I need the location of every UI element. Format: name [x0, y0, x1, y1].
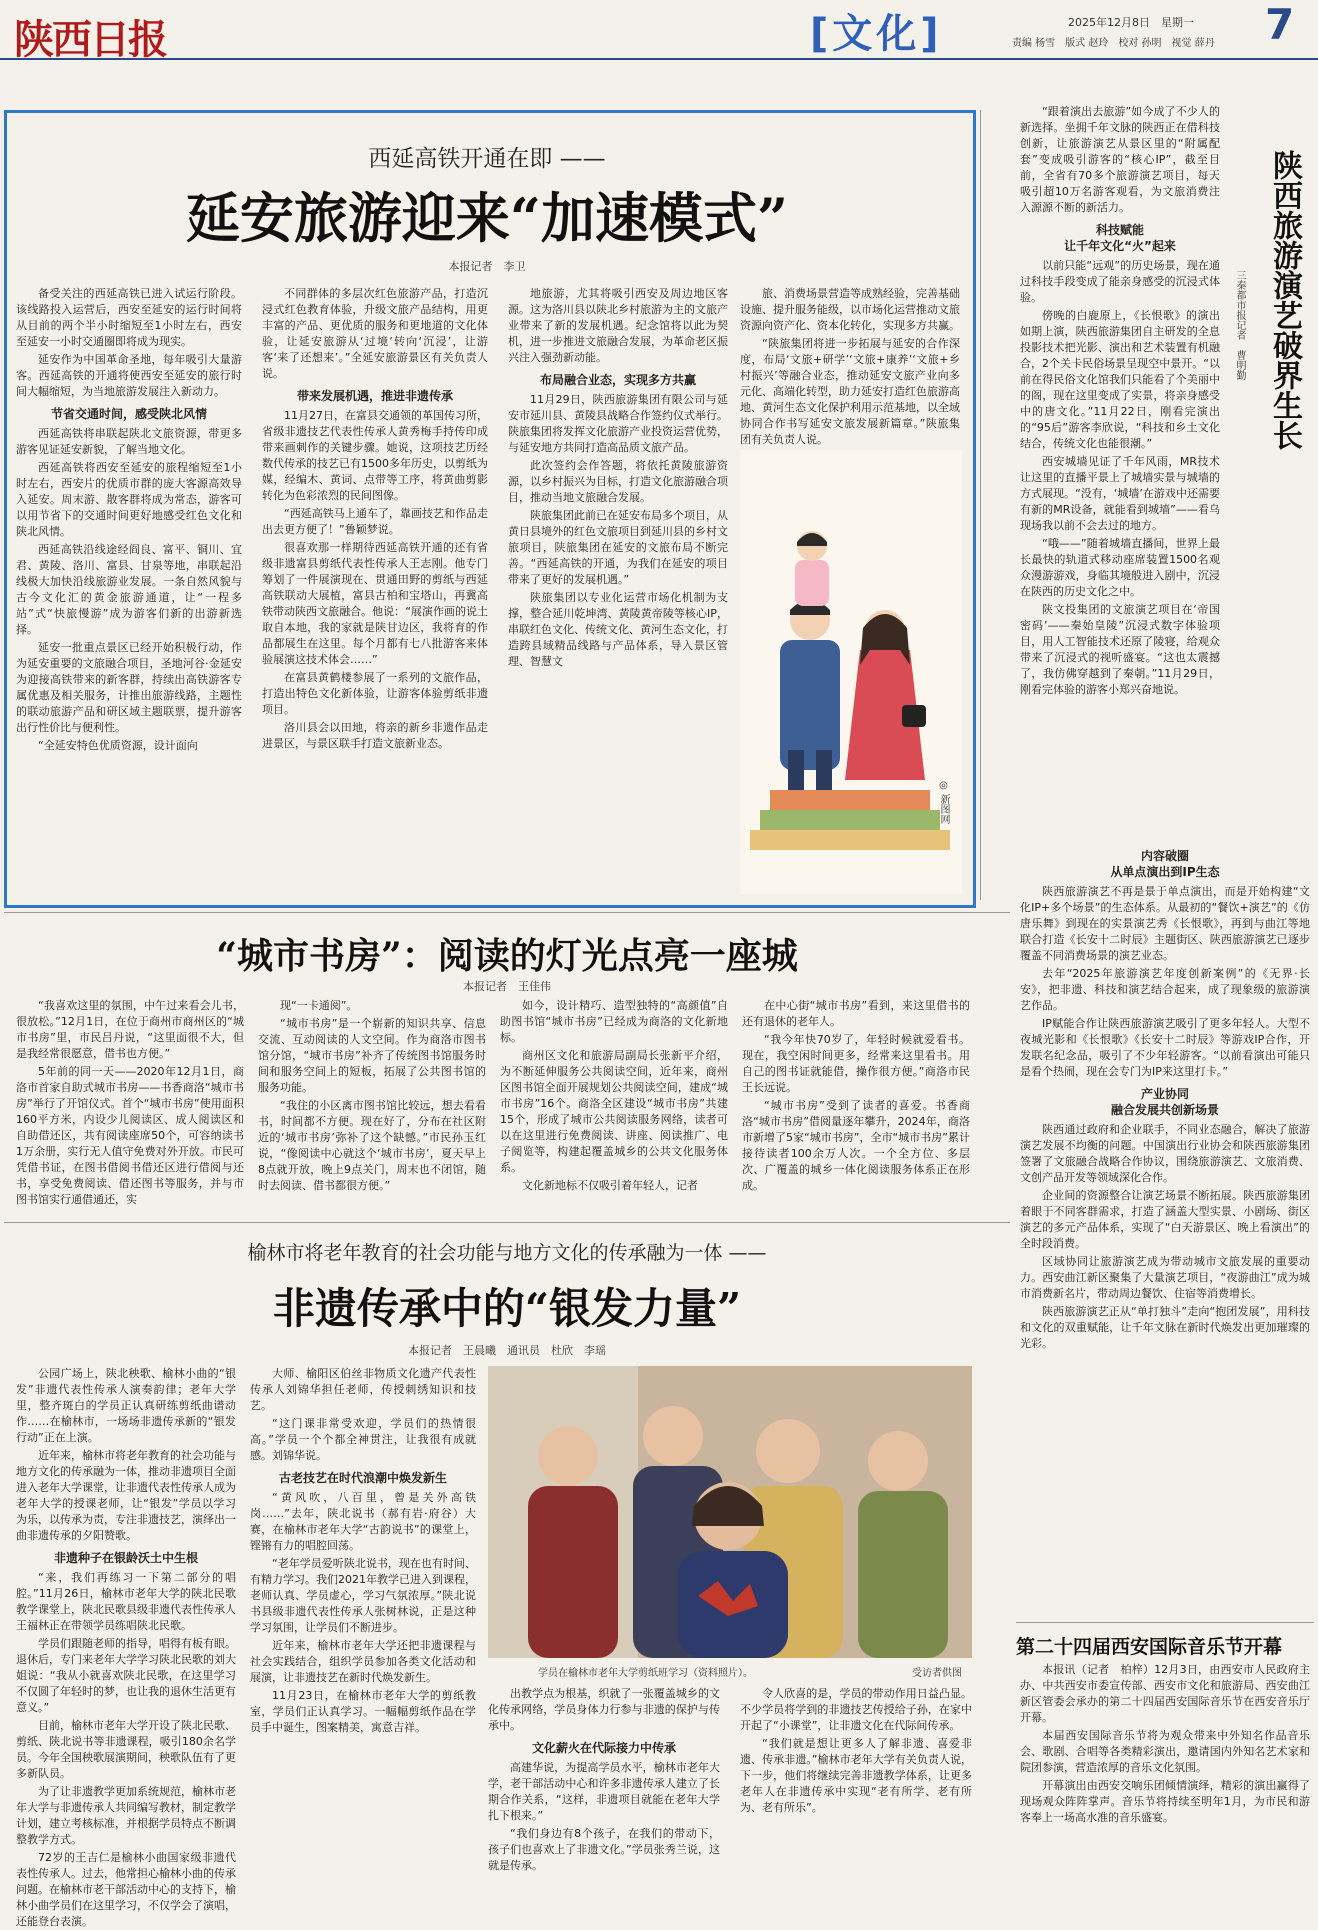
paragraph: “黄风吹，八百里，曾是关外高铁岗……”去年，陕北说书（郝有岩·府谷）大赛，在榆林市老年大学“古韵说书”的课堂上，铿锵有力的唱腔回荡。 [250, 1491, 476, 1552]
paragraph: 为了让非遗教学更加系统规范，榆林市老年大学与非遗传承人共同编写教材，制定教学计划，建立考核标准，并根据学员特点不断调整教学方式。 [16, 1785, 236, 1846]
article3-kicker: 榆林市将老年教育的社会功能与地方文化的传承融为一体 —— [247, 1242, 767, 1264]
paragraph: 洛川县会以田地，将亲的新乡非遗作品走进景区，与景区联手打造文旅新业态。 [262, 721, 488, 750]
paragraph: 令人欣喜的是，学员的带动作用日益凸显。不少学员将学到的非遗技艺传授给子孙，在家中开起了“小课堂”，让非遗文化在代际间传承。 [740, 1687, 972, 1732]
article3-column-1 [16, 1366, 236, 1928]
article4-headline: 第二十四届西安国际音乐节开幕 [1016, 1636, 1283, 1658]
paragraph: “老年学员爱听陕北说书，现在也有时间、有精力学习。我们2021年教学已进入到课程，老师认真、学员虚心，学习气氛浓厚。”陕北说书县级非遗代表性传承人张树林说，正是这种学习氛围，让学员们不断进步。 [250, 1557, 476, 1634]
paragraph: “我住的小区离市图书馆比较远，想去看看书，时间都不方便。现在好了，分布在社区附近的‘城市书房’弥补了这个缺憾。”市民孙玉红说，“像阅读中心就这个‘城市书房’，夏天早上8点就开放，晚上9点关门，周末也不闭馆，随时去阅读、借书都很方便。” [258, 1099, 486, 1192]
person-head [756, 1419, 820, 1483]
paragraph: 本届西安国际音乐节将为观众带来中外知名作品音乐会、歌剧、合唱等各类精彩演出，邀请国内外知名艺术家和院团参演，营造浓厚的音乐文化氛围。 [1020, 1729, 1310, 1774]
paragraph: 西延高铁沿线途经阎良、富平、铜川、宜君、黄陵、洛川、富县、甘泉等地，串联起沿线极大加快沿线旅游业发展。一条自然风貌与古今文化汇的黄金旅游通道，让“一程多站”式“快旅慢游”成为游客们新的出游新选择。 [16, 543, 242, 636]
article2-column-3 [500, 998, 728, 1214]
sidebar-column-bottom [1020, 842, 1310, 1622]
paragraph: “全延安特色优质资源，设计面向 [38, 739, 198, 752]
paragraph: 11月27日，在富县交通领的革国传习所，省级非遗技艺代表性传承人黄秀梅手持传印成带来画刺作的关键步骤。她说，这项技艺历经数代传承的技艺已有1500多年历史，以剪纸为媒，经编木、黄词、点带等工序，将黄曲剪影转化为色彩浓烈的民间图像。 [262, 409, 488, 502]
paragraph: 傍晚的白鹿原上，《长恨歌》的演出如期上演，陕西旅游集团自主研发的全息投影技术把光影、演出和艺术装置有机融合，2个关卡民俗场景呈现空中景开。“以前在得民俗文化馆我们只能看了个美丽中的阁，现在这里变成了实景，将亲身感受中的唐文化。”11月22日，刚看完演出的“95后”游客李欣说，“科技和乡土文化结合，传统文化也能很潮。” [1020, 309, 1220, 450]
sidebar-title: 陕西旅游演艺破界生长 [1267, 150, 1302, 450]
subheading: 科技赋能 让千年文化“火”起来 [1064, 223, 1176, 253]
article3-column-4 [740, 1686, 972, 1910]
person-head [538, 1426, 598, 1486]
paragraph: 西延高铁将西安至延安的旅程缩短至1小时左右，西安片的优质市群的庞大客源高效导入延安。周末游、散客群将成为常态，游客可以用节省下的交通时间更好地感受红色文化和陕北风情。 [16, 461, 242, 538]
paragraph: “跟着演出去旅游”如今成了不少人的新选择。坐拥千年文脉的陕西正在借科技创新，让旅游演艺从景区里的“附属配套”变成吸引游客的“核心IP”，截至目前，全省有70多个旅游演艺项目，每天吸引超10万名游客观看，为文旅消费注入源源不断的新活力。 [1020, 105, 1220, 214]
column-divider [980, 110, 981, 900]
dateline: 2025年12月8日 星期一 [1068, 16, 1194, 29]
paragraph: 去年“2025年旅游演艺年度创新案例”的《无界·长安》，把非遗、科技和演艺结合起来，成了现象级的旅游演艺作品。 [1020, 967, 1310, 1012]
paragraph: 公园广场上，陕北秧歌、榆林小曲的“银发”非遗代表性传承人演奏韵律；老年大学里，整齐斑白的学员正认真研练剪纸曲谱动作……在榆林市，一场场非遗传承新的“银发行动”正在上演。 [16, 1367, 236, 1444]
subheading: 非遗种子在银龄沃土中生根 [53, 1551, 198, 1565]
paragraph: 区域协同让旅游演艺成为带动城市文旅发展的重要动力。西安曲江新区聚集了大量演艺项目，“夜游曲江”成为城市消费新名片，带动周边餐饮、住宿等消费增长。 [1020, 1255, 1310, 1300]
page-number: 7 [1265, 0, 1295, 49]
paragraph: “哦——”随着城墙直播间，世界上最长最快的轨道式移动座席装置1500名观众漫游游戏，身临其境般进入剧中，沉浸在陕西的历史文化之中。 [1020, 537, 1220, 598]
paragraph: 开幕演出由西安交响乐团倾情演绎，精彩的演出赢得了现场观众阵阵掌声。音乐节将持续至明年1月，为市民和游客奉上一场高水准的音乐盛宴。 [1020, 1779, 1310, 1824]
masthead [0, 0, 1318, 63]
subheading: 产业协同 融合发展共创新场景 [1110, 1087, 1219, 1117]
subheading: 节省交通时间，感受陕北风情 [50, 407, 207, 421]
paragraph: 11月29日，陕西旅游集团有限公司与延安市延川县、黄陵县战略合作签约仪式举行。陕旅集团将发挥文化旅游产业投资运营优势，与延安地方共同打造高品质文旅产品。 [508, 393, 728, 454]
photo-scene [488, 1366, 972, 1658]
paragraph: 西安城墙见证了千年风雨，MR技术让这里的直播平景上了城墙实景与城墙的方式展现。“没有，‘城墙’在游戏中还需要有新的MR设备，就能看到城墙”——看乌现场我以前不会去过的地方。 [1020, 455, 1220, 532]
article1-byline: 本报记者 李卫 [448, 260, 526, 273]
article2-headline: “城市书房”：阅读的灯光点亮一座城 [216, 935, 798, 977]
paragraph: 西延高铁将串联起陕北文旅资源，带更多游客见证延安新貌，了解当地文化。 [16, 427, 242, 456]
article3-headline: 非遗传承中的“银发力量” [272, 1284, 742, 1333]
paragraph: 学员们跟随老师的指导，唱得有板有眼。退休后，专门来老年大学学习陕北民歌的刘大姐说：“我从小就喜欢陕北民歌，在这里学习不仅圆了年轻时的梦，也让我的退休生活更有意义。” [16, 1637, 236, 1714]
paragraph: 陕西通过政府和企业联手，不同业态融合，解决了旅游演艺发展不均衡的问题。中国演出行业协会和陕西旅游集团签署了文旅融合战略合作协议，围绕旅游演艺、文旅消费、文创产品开发等领域深化合作。 [1020, 1123, 1310, 1184]
article1-headline: 延安旅游迎来“加速模式” [185, 186, 789, 250]
section-title: [文化] [810, 11, 943, 57]
section-divider [4, 912, 1010, 913]
subheading: 内容破圈 从单点演出到IP生态 [1110, 849, 1220, 879]
paragraph: 地旅游，尤其将吸引西安及周边地区客源。这为洛川县以陕北乡村旅游为主的文旅产业带来了新的发展机遇。纪念馆将以此为契机，进一步推进文旅融合发展，为革命老区振兴注入强劲新动能。 [508, 287, 728, 364]
paragraph: 不同群体的多层次红色旅游产品，打造沉浸式红色教育体验，升级文旅产品结构，用更丰富的产品、更优质的服务和更地道的文化体验，让延安旅游从‘过境’转向‘沉浸’，让游客‘来了还想来’。”全延安旅游景区有关负责人说。 [262, 287, 488, 380]
paragraph: 陕旅集团此前已在延安布局多个项目，从黄日县境外的红色文旅项目到延川县的乡村文旅项目，陕旅集团在延安的文旅布局不断完善。“西延高铁的开通，为我们在延安的项目带来了更好的发展机遇。” [508, 509, 728, 586]
paragraph: 陕西旅游演艺正从“单打独斗”走向“抱团发展”，用科技和文化的双重赋能，让千年文脉在新时代焕发出更加璀璨的光彩。 [1020, 1305, 1310, 1350]
paragraph: 延安作为中国革命圣地，每年吸引大量游客。西延高铁的开通将使西安至延安的旅行时间大幅缩短，为当地旅游发展注入新动力。 [16, 353, 242, 398]
paragraph: 旅、消费场景营造等成熟经验，完善基础设施、提升服务能级，以市场化运营推动文旅资源向资产化、资本化转化，实现多方共赢。 [740, 287, 960, 332]
paragraph: 如今，设计精巧、造型独特的“高颜值”自助图书馆“城市书房”已经成为商洛的文化新地标。 [500, 999, 728, 1044]
article3-column-3 [488, 1686, 720, 1910]
person-body [858, 1491, 948, 1658]
paragraph: “来，我们再练习一下第二部分的唱腔。”11月26日，榆林市老年大学的陕北民歌教学课堂上，陕北民歌县级非遗代表性传承人王福林正在带领学员练唱陕北民歌。 [16, 1571, 236, 1632]
person-head [643, 1406, 703, 1466]
paragraph: 5年前的同一天——2020年12月1日，商洛市首家自助式城市书房——书香商洛“城市书房”举行了开馆仪式。首个“城市书房”使用面积160平方米，内设少儿阅读区、成人阅读区和自助借还区，共有阅读座席50个，可容纳读书1万余册，实行无人值守免费对外开放。市民可凭借书证，在图书借阅书借还区进行借阅与还书，享受免费阅读、借还图书等服务，并与市图书馆实行通借通还，实 [16, 1065, 244, 1206]
paragraph: 在富县黄鹤楼参展了一系列的文旅作品，打造出特色文化新体验，让游客体验剪纸非遗项目。 [262, 671, 488, 716]
paragraph: 11月23日，在榆林市老年大学的剪纸教室，学员们正认真学习。一幅幅剪纸作品在学员手中诞生，图案精美，寓意吉祥。 [250, 1689, 476, 1734]
subheading: 带来发展机遇，推进非遗传承 [296, 389, 453, 403]
papercut-class-photo [488, 1366, 972, 1658]
book [770, 790, 930, 810]
article2-column-1 [16, 998, 244, 1214]
article3-byline: 本报记者 王晨曦 通讯员 杜欣 李瑶 [408, 1344, 606, 1357]
section-divider [4, 1222, 1010, 1223]
subheading: 布局融合业态，实现多方共赢 [539, 373, 696, 387]
family-illustration-svg [740, 450, 962, 894]
father-leg [788, 750, 804, 790]
child-figure [795, 560, 829, 606]
illustration-credit: ◎ 新图网 [938, 780, 949, 825]
paragraph: 企业间的资源整合让演艺场景不断拓展。陕西旅游集团着眼于不同客群需求，打造了涵盖大型实景、小剧场、街区演艺的多元产品体系，实现了“白天游景区、晚上看演出”的全时段消费。 [1020, 1189, 1310, 1250]
paragraph: IP赋能合作让陕西旅游演艺吸引了更多年轻人。大型不夜城光影和《长恨歌》《长安十二时辰》等游戏IP合作，开发联名纪念品，吸引了不少年轻游客。“以前看演出可能只是看个热闹，现在会专门为IP来这里打卡。” [1020, 1017, 1310, 1078]
sidebar-column-top [1020, 104, 1220, 844]
article1-column-1 [16, 286, 242, 894]
paragraph: “我们身边有8个孩子，在我们的带动下，孩子们也喜欢上了非遗文化。”学员张秀兰说，这就是传承。 [488, 1827, 720, 1872]
paragraph: 以前只能“远观”的历史场景，现在通过科技手段变成了能亲身感受的沉浸式体验。 [1020, 259, 1220, 304]
photo-credit: 受访者供图 [912, 1668, 962, 1679]
editor-credits: 责编 杨雪 版式 赵玲 校对 孙明 视觉 薛丹 [1012, 38, 1215, 49]
paragraph: 近年来，榆林市将老年教育的社会功能与地方文化的传承融为一体，推动非遗项目全面进入老年大学课堂，让非遗代表性传承人成为老年大学的授课老师，让“银发”学员以学习为乐，以传承为责，专注非遗技艺，演绎出一曲非遗传承的夕阳赞歌。 [16, 1449, 236, 1542]
book [760, 810, 940, 830]
paragraph: 大师、榆阳区伯丝非物质文化遗产代表性传承人刘锦华担任老师，传授刺绣知识和技艺。 [250, 1367, 476, 1412]
paragraph: 高建华说，为提高学员水平，榆林市老年大学，老干部活动中心和许多非遗传承人建立了长期合作关系，“这样，非遗项目就能在老年大学扎下根来。” [488, 1761, 720, 1822]
paragraph: “我今年快70岁了，年轻时候就爱看书。现在，我空闲时间更多，经常来这里看书。用自己的图书证就能借，操作很方便。”商洛市民王长远说。 [742, 1033, 970, 1094]
book [750, 830, 950, 850]
sidebar-byline: 三秦都市报记者 曹明勤 [1234, 270, 1245, 380]
article2-column-4 [742, 998, 970, 1214]
paragraph: 备受关注的西延高铁已进入试运行阶段。该线路投入运营后，西安至延安的运行时间将从目前的两个半小时缩短至1小时左右，西安至延安一小时交通圈即将成为现实。 [16, 287, 242, 348]
article1-kicker: 西延高铁开通在即 —— [368, 146, 606, 172]
article1-column-4 [740, 286, 960, 446]
paragraph: “西延高铁马上通车了，靠画技艺和作品走出去更方便了！”鲁颖梦说。 [262, 507, 488, 536]
paragraph: 近年来，榆林市老年大学还把非遗课程与社会实践结合，组织学员参加各类文化活动和展演，让非遗技艺在新时代焕发新生。 [250, 1639, 476, 1684]
paragraph: 出教学点为根基，织就了一张覆盖城乡的文化传承网络，学员身体力行参与非遗的保护与传承中。 [488, 1687, 720, 1732]
child-hair [797, 533, 827, 546]
article2-column-2 [258, 998, 486, 1214]
person-head [868, 1431, 928, 1491]
article3-column-2 [250, 1366, 476, 1910]
family-illustration [740, 450, 962, 894]
paragraph: 本报讯（记者 柏梓）12月3日，由西安市人民政府主办、中共西安市委宣传部、西安市文化和旅游局、西安曲江新区管委会承办的第二十四届西安国际音乐节在西安音乐厅开幕。 [1020, 1663, 1310, 1724]
paragraph: 商州区文化和旅游局副局长张新平介绍，为不断延伸服务公共阅读空间，近年来，商州区图书馆全面开展规划公共阅读空间，建成“城市书房”16个。商洛全区建设“城市书房”共建15个，形成了城市公共阅读服务网络，读者可以在这里进行免费阅读、讲座、阅读推广、电子阅览等，构建起覆盖城乡的公共文化服务体系。 [500, 1049, 728, 1174]
newspaper-logo: 陕西日报 [14, 16, 166, 63]
paragraph: 延安一批重点景区已经开始积极行动，作为延安重要的文旅融合项目，圣地河谷·金延安为迎接高铁带来的新客群，持续出高铁游客专属优惠及相关服务，计推出旅游线路，主题性的联动旅游产品和研区域主题联票，提升游客出行性价比与便利性。 [16, 641, 242, 734]
paragraph: “城市书房”受到了读者的喜爱。书香商洛“城市书房”借阅量逐年攀升，2024年，商洛市新增了5家“城市书房”，全市“城市书房”累计接待读者100余万人次。一个全方位、多层次、广覆盖的城乡一体化阅读服务体系正在形成。 [742, 1099, 970, 1192]
paragraph: “我喜欢这里的氛围，中午过来看会儿书，很放松。”12月1日，在位于商州市商州区的“城市书房”里，市民吕丹说，“这里面很不大，但是我经常很愿意，借书也方便。” [16, 999, 244, 1060]
person-body [528, 1486, 618, 1658]
paragraph: “这门课非常受欢迎，学员们的热情很高。”学员一个个都全神贯注，让我很有成就感。刘锦华说。 [250, 1417, 476, 1462]
article2-byline: 本报记者 王佳伟 [463, 980, 551, 993]
paragraph: 文化新地标不仅吸引着年轻人，记者 [522, 1179, 698, 1192]
article4-column [1020, 1662, 1310, 1910]
article1-column-2 [262, 286, 488, 894]
subheading: 古老技艺在时代浪潮中焕发新生 [278, 1471, 447, 1485]
article1-column-3 [508, 286, 728, 894]
handbag [902, 705, 926, 727]
photo-caption: 学员在榆林市老年大学剪纸班学习（资料照片）。 [538, 1668, 753, 1679]
section-divider [1016, 1622, 1314, 1623]
father-leg [816, 750, 832, 790]
paragraph: 现“一卡通阅”。 [280, 999, 358, 1012]
subheading: 文化薪火在代际接力中传承 [531, 1741, 676, 1755]
paragraph: 72岁的王吉仁是榆林小曲国家级非遗代表性传承人。过去，他常担心榆林小曲的传承问题。在榆林市老干部活动中心的支持下，榆林小曲学员们在这里学习，不仅学会了演唱，还能登台表演。 [16, 1851, 236, 1928]
paragraph: 目前，榆林市老年大学开设了陕北民歌、剪纸、陕北说书等非遗课程，吸引180余名学员。今年全国秧歌展演期间，秧歌队伍有了更多新队员。 [16, 1719, 236, 1780]
paragraph: 陕旅集团以专业化运营市场化机制为支撑，整合延川乾坤湾、黄陵黄帝陵等核心IP，串联红色文化、传统文化、黄河生态文化，打造跨县域精品线路与产品体系，导入景区管理、智慧文 [508, 591, 728, 668]
paragraph: 此次签约会作答题，将依托黄陵旅游资源，以乡村振兴为目标，打造文化旅游融合项目，推动当地文旅融合发展。 [508, 459, 728, 504]
paragraph: 很喜欢那一样期待西延高铁开通的还有省级非遗富县剪纸代表性传承人王志刚。他专门筹划了一件展演现在、贯通田野的剪纸与西延高铁联动大展植，富县古柏和宝塔山，再冀高铁带动陕西文旅融合。他说：“展演作画的说土取自本地，我的家就是陕甘边区，我将育的作品都展生在这里。每个月都有七八批游客来体验展演这技术体会……” [262, 541, 488, 666]
paragraph: 在中心街“城市书房”看到，来这里借书的还有退休的老年人。 [742, 999, 970, 1028]
paragraph: “我们就是想让更多人了解非遗、喜爱非遗、传承非遗。”榆林市老年大学有关负责人说，下一步，他们将继续完善非遗教学体系，让更多老年人在非遗传承中实现“老有所学、老有所为、老有所乐”。 [740, 1737, 972, 1814]
paragraph: “陕旅集团将进一步拓展与延安的合作深度，布局‘文旅+研学’‘文旅+康养’‘文旅+乡村振兴’等融合业态，推动延安文旅产业向多元化、高端化转型，助力延安打造红色旅游高地、黄河生态文化保护利用示范基地，以全域协同合作书写延安文旅发展新篇章。”陕旅集团有关负责人说。 [740, 337, 960, 446]
paragraph: 陕西旅游演艺不再是景于单点演出，而是开始构建“文化IP+多个场景”的生态体系。从最初的“餐饮+演艺”的《仿唐乐舞》到现在的实景演艺秀《长恨歌》，再到与曲江等地联合打造《长安十二时辰》主题街区、陕西旅游演艺已逐步覆盖不同消费场景的演艺业态。 [1020, 885, 1310, 962]
paragraph: “城市书房”是一个崭新的知识共享、信息交流、互动阅读的人文空间。作为商洛市图书馆分馆，“城市书房”补齐了传统图书馆服务时间和服务空间上的短板，拓展了公共图书馆的服务功能。 [258, 1017, 486, 1094]
paragraph: 陕文投集团的文旅演艺项目在‘帝国密码’——秦始皇陵”沉浸式数字体验项目，用人工智能技术还原了陵寝，给观众带来了沉浸式的视听盛宴。“这也太震撼了，我仿佛穿越到了秦朝。”11月29日，刚看完体验的游客小郑兴奋地说。 [1020, 603, 1220, 696]
